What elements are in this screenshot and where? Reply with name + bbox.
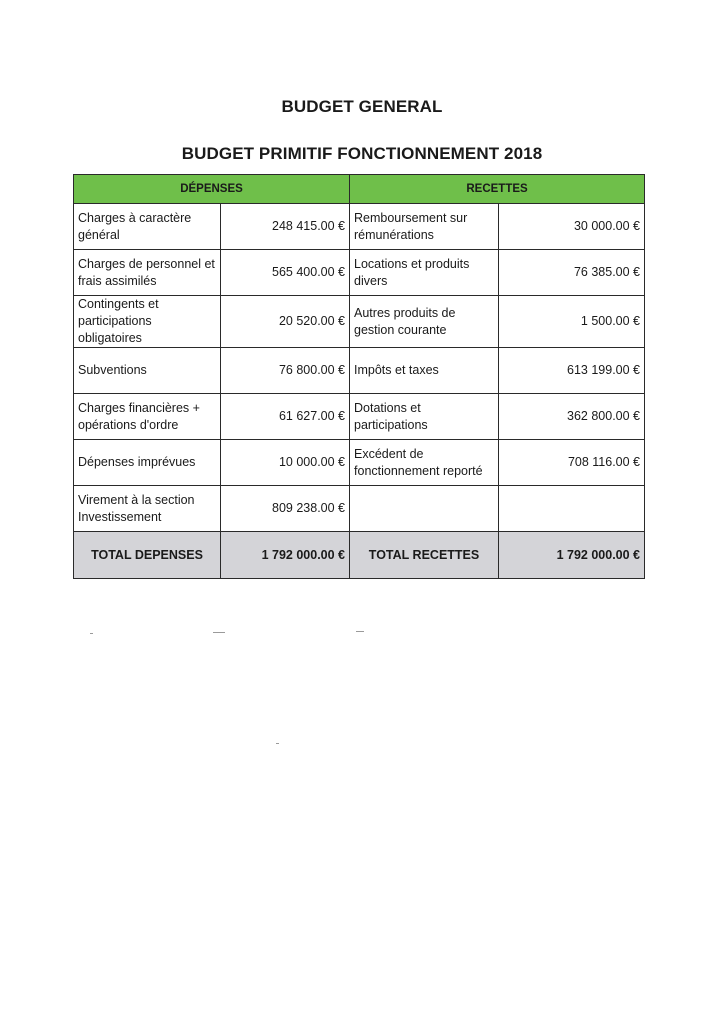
total-expenses-label: TOTAL DEPENSES	[74, 532, 221, 579]
table-row	[74, 394, 645, 440]
table-row	[74, 348, 645, 394]
expense-label: Subventions	[74, 348, 221, 394]
total-revenues-amount: 1 792 000.00 €	[499, 532, 645, 579]
revenue-label	[350, 486, 499, 532]
expense-label: Charges à caractère général	[74, 204, 221, 250]
table-row	[74, 296, 645, 348]
scan-speck	[276, 743, 279, 744]
budget-table	[73, 174, 645, 579]
expenses-header: DÉPENSES	[74, 175, 350, 204]
expense-amount: 809 238.00 €	[221, 486, 350, 532]
revenue-label: Locations et produits divers	[350, 250, 499, 296]
expense-amount: 76 800.00 €	[221, 348, 350, 394]
expense-amount: 20 520.00 €	[221, 296, 350, 348]
expense-label: Charges financières + opérations d'ordre	[74, 394, 221, 440]
totals-row	[74, 532, 645, 579]
revenue-amount: 362 800.00 €	[499, 394, 645, 440]
document-subtitle: BUDGET PRIMITIF FONCTIONNEMENT 2018	[181, 144, 543, 163]
expense-amount: 565 400.00 €	[221, 250, 350, 296]
expense-label: Dépenses imprévues	[74, 440, 221, 486]
expense-label: Contingents et participations obligatoires	[74, 296, 221, 348]
scan-speck	[213, 632, 225, 633]
table-row	[74, 204, 645, 250]
expense-label: Charges de personnel et frais assimilés	[74, 250, 221, 296]
expense-label: Virement à la section Investissement	[74, 486, 221, 532]
total-expenses-amount: 1 792 000.00 €	[221, 532, 350, 579]
revenue-label: Impôts et taxes	[350, 348, 499, 394]
expense-amount: 248 415.00 €	[221, 204, 350, 250]
document-title: BUDGET GENERAL	[281, 97, 443, 116]
revenue-amount	[499, 486, 645, 532]
revenue-amount: 76 385.00 €	[499, 250, 645, 296]
revenues-header: RECETTES	[350, 175, 645, 204]
revenue-label: Remboursement sur rémunérations	[350, 204, 499, 250]
revenue-label: Excédent de fonctionnement reporté	[350, 440, 499, 486]
revenue-amount: 708 116.00 €	[499, 440, 645, 486]
scan-speck	[356, 631, 364, 632]
table-row	[74, 486, 645, 532]
table-row	[74, 440, 645, 486]
revenue-label: Dotations et participations	[350, 394, 499, 440]
revenue-amount: 1 500.00 €	[499, 296, 645, 348]
scan-speck	[90, 633, 93, 634]
total-revenues-label: TOTAL RECETTES	[350, 532, 499, 579]
expense-amount: 61 627.00 €	[221, 394, 350, 440]
table-row	[74, 250, 645, 296]
revenue-amount: 613 199.00 €	[499, 348, 645, 394]
table-header-row	[74, 175, 645, 204]
revenue-label: Autres produits de gestion courante	[350, 296, 499, 348]
expense-amount: 10 000.00 €	[221, 440, 350, 486]
revenue-amount: 30 000.00 €	[499, 204, 645, 250]
